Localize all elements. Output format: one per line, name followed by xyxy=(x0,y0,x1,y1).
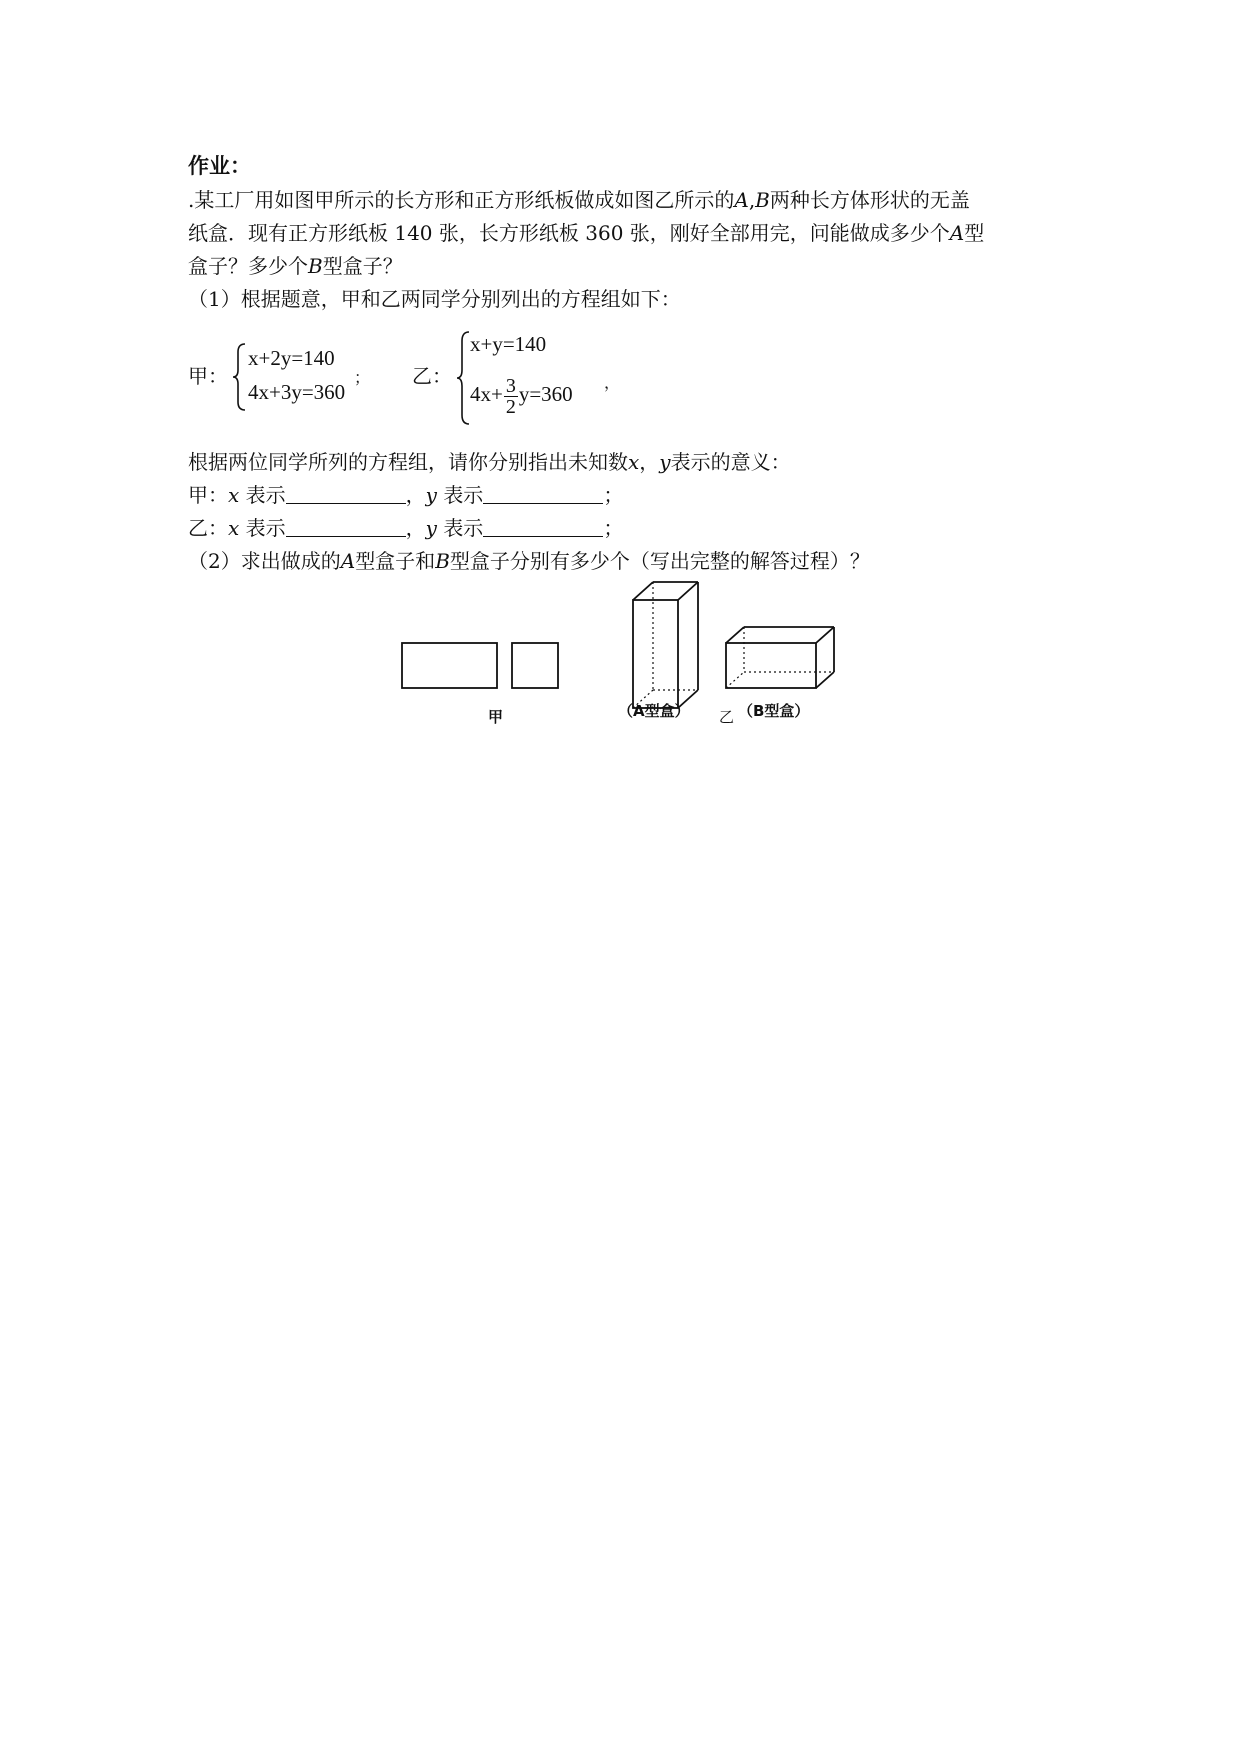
jia-brace xyxy=(232,342,248,412)
answer-comma: ， xyxy=(405,516,426,540)
yi-system-end: ， xyxy=(604,375,621,392)
var-y: y xyxy=(425,483,437,507)
part1-intro: （1）根据题意，甲和乙两同学分别列出的方程组如下： xyxy=(188,287,681,311)
jia-system-label: 甲： xyxy=(188,364,228,388)
box-a-drawing xyxy=(633,582,698,708)
jia-answer-line xyxy=(188,481,623,509)
question-comma: ， xyxy=(639,450,660,474)
part2-text: 型盒子和 xyxy=(355,549,436,573)
meaning-question xyxy=(188,448,791,476)
yi-y-answer-blank[interactable] xyxy=(483,518,603,537)
var-y: y xyxy=(659,450,671,474)
yi-equation-1: x+y=140 xyxy=(470,332,547,356)
rectangle-board xyxy=(402,643,497,688)
figure-b-caption: （B型盒） xyxy=(738,702,810,720)
figure-jia-caption: 甲 xyxy=(488,708,504,726)
problem-text: 型 xyxy=(964,221,985,245)
yi-answer-label: 乙： xyxy=(188,516,228,540)
y-meaning-label: 表示 xyxy=(443,483,484,507)
yi-eq2-prefix: 4x+ xyxy=(470,382,503,406)
answer-end: ； xyxy=(603,516,624,540)
var-x: x xyxy=(228,483,240,507)
jia-system-end: ； xyxy=(354,370,371,387)
yi-answer-line xyxy=(188,514,623,542)
y-meaning-label: 表示 xyxy=(443,516,484,540)
question-text: 根据两位同学所列的方程组，请你分别指出未知数 xyxy=(188,450,628,474)
yi-system-label: 乙： xyxy=(412,364,452,388)
jia-x-answer-blank[interactable] xyxy=(286,485,406,504)
question-text: 表示的意义： xyxy=(670,450,791,474)
box-b-drawing xyxy=(726,627,834,688)
jia-equation-1: x+2y=140 xyxy=(248,346,335,370)
x-meaning-label: 表示 xyxy=(245,516,286,540)
jia-equation-2: 4x+3y=360 xyxy=(248,380,346,404)
var-x: x xyxy=(228,516,240,540)
square-board xyxy=(512,643,558,688)
jia-answer-label: 甲： xyxy=(188,483,228,507)
problem-text: 两种长方体形状的无盖 xyxy=(769,188,970,212)
var-b: B xyxy=(435,549,450,573)
problem-text: .某工厂用如图甲所示的长方形和正方形纸板做成如图乙所示的 xyxy=(188,188,735,212)
var-y: y xyxy=(425,516,437,540)
problem-line-1 xyxy=(188,186,970,214)
figure-a-caption: （A型盒） xyxy=(618,702,690,720)
yi-x-answer-blank[interactable] xyxy=(286,518,406,537)
answer-comma: ， xyxy=(405,483,426,507)
problem-line-3 xyxy=(188,252,403,280)
page-title: 作业： xyxy=(188,154,251,178)
fraction-numerator: 3 xyxy=(505,374,516,397)
var-b: B xyxy=(755,188,770,212)
problem-text: 纸盒．现有正方形纸板 140 张，长方形纸板 360 张，刚好全部用完，问能做成多少个 xyxy=(188,221,950,245)
jia-y-answer-blank[interactable] xyxy=(483,485,603,504)
part2-text: 型盒子分别有多少个（写出完整的解答过程）？ xyxy=(449,549,870,573)
fraction-denominator: 2 xyxy=(505,395,516,418)
answer-end: ； xyxy=(603,483,624,507)
part2-question xyxy=(188,547,870,575)
var-a: A xyxy=(340,549,356,573)
problem-text: 盒子？多少个 xyxy=(188,254,308,278)
var-a: A xyxy=(949,221,965,245)
x-meaning-label: 表示 xyxy=(245,483,286,507)
var-b: B xyxy=(308,254,323,278)
fraction xyxy=(504,376,518,417)
yi-equation-2 xyxy=(470,372,573,417)
figure-yi-caption: 乙 xyxy=(719,708,735,726)
var-a: A xyxy=(734,188,749,212)
var-x: x xyxy=(628,450,640,474)
problem-text: 型盒子？ xyxy=(322,254,403,278)
part2-text: （2）求出做成的 xyxy=(188,549,341,573)
separator: , xyxy=(748,188,756,212)
problem-line-2 xyxy=(188,219,984,247)
yi-eq2-suffix: y=360 xyxy=(518,382,573,406)
